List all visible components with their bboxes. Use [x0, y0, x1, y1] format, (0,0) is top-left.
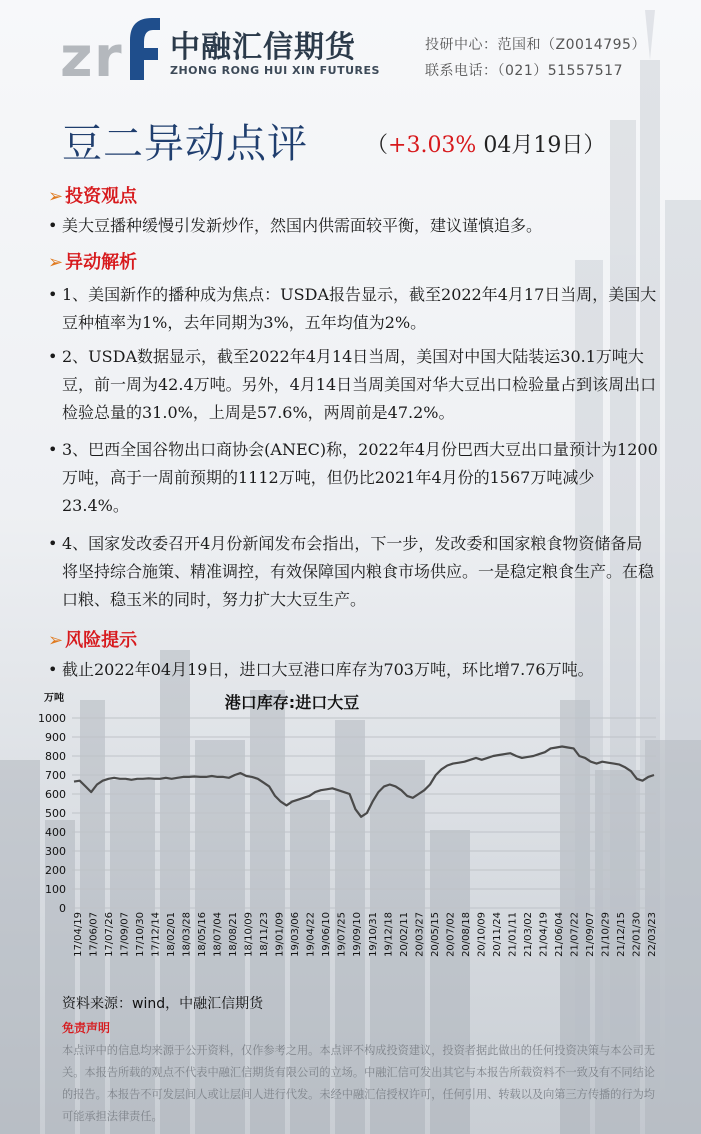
y-tick-label: 100	[45, 883, 66, 896]
section-risk	[48, 626, 137, 652]
x-tick-label: 18/11/23	[259, 912, 271, 957]
bullet-icon: •	[48, 440, 58, 459]
x-tick-label: 20/10/09	[476, 912, 488, 957]
section-title: 异动解析	[65, 252, 138, 273]
y-tick-label: 300	[45, 845, 66, 858]
risk-paragraph	[48, 656, 658, 684]
chart-y-unit: 万吨	[44, 693, 64, 704]
x-tick-label: 17/09/07	[119, 912, 131, 957]
paragraph-text: 3、巴西全国谷物出口商协会(ANEC)称，2022年4月份巴西大豆出口量预计为1200万吨，高于一周前预期的1112万吨，但仍比2021年4月份的1567万吨减少23.4%。	[62, 440, 658, 515]
arrow-icon: ➢	[48, 186, 64, 207]
x-tick-label: 19/09/10	[352, 912, 364, 957]
x-tick-label: 17/07/26	[104, 912, 116, 957]
x-tick-label: 21/04/19	[538, 912, 550, 957]
x-tick-label: 19/07/25	[336, 912, 348, 957]
disclaimer-text: 本点评中的信息均来源于公开资料，仅作参考之用。本点评不构成投资建议，投资者据此做出的任何投资决策与本公司无关。本报告所载的观点不代表中融汇信期货有限公司的立场。中融汇信可发出其它与本报告所载资料不一致及有不同结论的报告。本报告不可发层间人或让层间人进行代发。未经中融汇信授权许可，任何引用、转载以及向第三方传播的行为均可能承担法律责任。	[62, 1044, 655, 1123]
data-source: 资料来源：wind，中融汇信期货	[62, 996, 264, 1012]
price-change: +3.03%	[388, 133, 477, 158]
section-analysis	[48, 248, 137, 274]
x-tick-label: 20/02/11	[398, 912, 410, 957]
x-tick-label: 21/10/29	[600, 912, 612, 957]
research-contact: 投研中心：范国和（Z0014795）	[425, 37, 646, 53]
paragraph-text: 1、美国新作的播种成为焦点：USDA报告显示，截至2022年4月17日当周，美国大豆种植率为1%，去年同期为3%，五年均值为2%。	[62, 285, 657, 332]
paragraph-text: 截止2022年04月19日，进口大豆港口库存为703万吨，环比增7.76万吨。	[62, 660, 594, 679]
y-tick-label: 800	[45, 750, 66, 763]
bullet-icon: •	[48, 347, 58, 366]
title-date: 04月19日）	[476, 133, 606, 158]
x-tick-label: 18/03/28	[181, 912, 193, 957]
x-tick-label: 20/11/24	[491, 912, 503, 957]
x-tick-label: 21/12/15	[615, 912, 627, 957]
chart-title: 港口库存:进口大豆	[224, 693, 360, 712]
y-tick-label: 600	[45, 788, 66, 801]
x-tick-label: 20/05/15	[429, 912, 441, 957]
analysis-item-4	[48, 530, 658, 614]
x-tick-label: 17/10/30	[135, 912, 147, 957]
bullet-icon: •	[48, 216, 58, 235]
y-tick-label: 400	[45, 826, 66, 839]
svg-text:r: r	[94, 25, 122, 84]
phone-contact: 联系电话：（021）51557517	[425, 63, 623, 79]
y-tick-label: 200	[45, 864, 66, 877]
view-paragraph	[48, 212, 658, 240]
x-tick-label: 18/02/01	[166, 912, 178, 957]
zrf-logo-icon	[60, 14, 170, 84]
x-tick-label: 17/04/19	[73, 912, 84, 957]
bullet-icon: •	[48, 285, 58, 304]
section-title: 投资观点	[65, 186, 138, 207]
y-tick-label: 0	[59, 902, 66, 915]
x-tick-label: 19/12/18	[383, 912, 395, 957]
x-tick-label: 19/03/06	[290, 912, 302, 957]
svg-text:z: z	[60, 25, 93, 84]
y-tick-label: 1000	[38, 712, 66, 725]
paragraph-text: 4、国家发改委召开4月份新闻发布会指出，下一步，发改委和国家粮食物资储备局将坚持综合施策、精准调控，有效保障国内粮食市场供应。一是稳定粮食生产。在稳口粮、稳玉米的同时，努力扩大大豆生产。	[62, 534, 655, 609]
page-title: 豆二异动点评	[62, 121, 308, 167]
y-tick-label: 500	[45, 807, 66, 820]
x-tick-label: 18/07/04	[212, 912, 224, 957]
section-title: 风险提示	[65, 630, 138, 651]
bullet-icon: •	[48, 534, 58, 553]
paragraph-text: 美大豆播种缓慢引发新炒作，然国内供需面较平衡，建议谨慎追多。	[62, 216, 543, 235]
x-tick-label: 19/04/22	[305, 912, 317, 957]
title-change-date	[366, 128, 605, 159]
x-tick-label: 18/08/21	[228, 912, 240, 957]
logo-chinese-name: 中融汇信期货	[170, 30, 356, 65]
x-tick-label: 19/10/31	[367, 912, 379, 957]
arrow-icon: ➢	[48, 252, 64, 273]
arrow-icon: ➢	[48, 630, 64, 651]
logo-english-name: ZHONG RONG HUI XIN FUTURES	[170, 64, 380, 77]
title-open-paren: （	[366, 133, 389, 158]
analysis-item-1	[48, 281, 658, 337]
x-tick-label: 21/01/11	[507, 912, 519, 957]
x-tick-label: 17/06/07	[88, 912, 100, 957]
analysis-item-3	[48, 436, 658, 520]
x-tick-label: 22/01/30	[631, 912, 643, 957]
x-tick-label: 21/06/04	[553, 912, 565, 957]
x-tick-label: 19/06/10	[321, 912, 333, 957]
inventory-line-chart	[30, 688, 670, 978]
x-tick-label: 21/09/07	[584, 912, 596, 957]
x-tick-label: 18/05/16	[197, 912, 209, 957]
x-tick-label: 19/01/09	[274, 912, 286, 957]
x-tick-label: 17/12/14	[150, 912, 162, 957]
y-tick-label: 900	[45, 731, 66, 744]
bullet-icon: •	[48, 660, 58, 679]
x-tick-label: 20/07/02	[445, 912, 457, 957]
x-tick-label: 18/10/09	[243, 912, 255, 957]
section-investment-view	[48, 182, 137, 208]
series-line	[74, 747, 654, 817]
x-tick-label: 20/03/27	[414, 912, 426, 957]
x-tick-label: 21/07/22	[569, 912, 581, 957]
x-tick-label: 20/08/18	[460, 912, 472, 957]
y-tick-label: 700	[45, 769, 66, 782]
x-tick-label: 21/03/02	[522, 912, 534, 957]
paragraph-text: 2、USDA数据显示，截至2022年4月14日当周，美国对中国大陆装运30.1万吨大豆，前一周为42.4万吨。另外，4月14日当周美国对华大豆出口检验量占到该周出口检验总量的31.0%，上周是57.6%，两周前是47.2%。	[62, 347, 657, 422]
x-tick-label: 22/03/23	[647, 912, 658, 957]
disclaimer-title: 免责声明	[62, 1021, 111, 1035]
analysis-item-2	[48, 343, 658, 427]
